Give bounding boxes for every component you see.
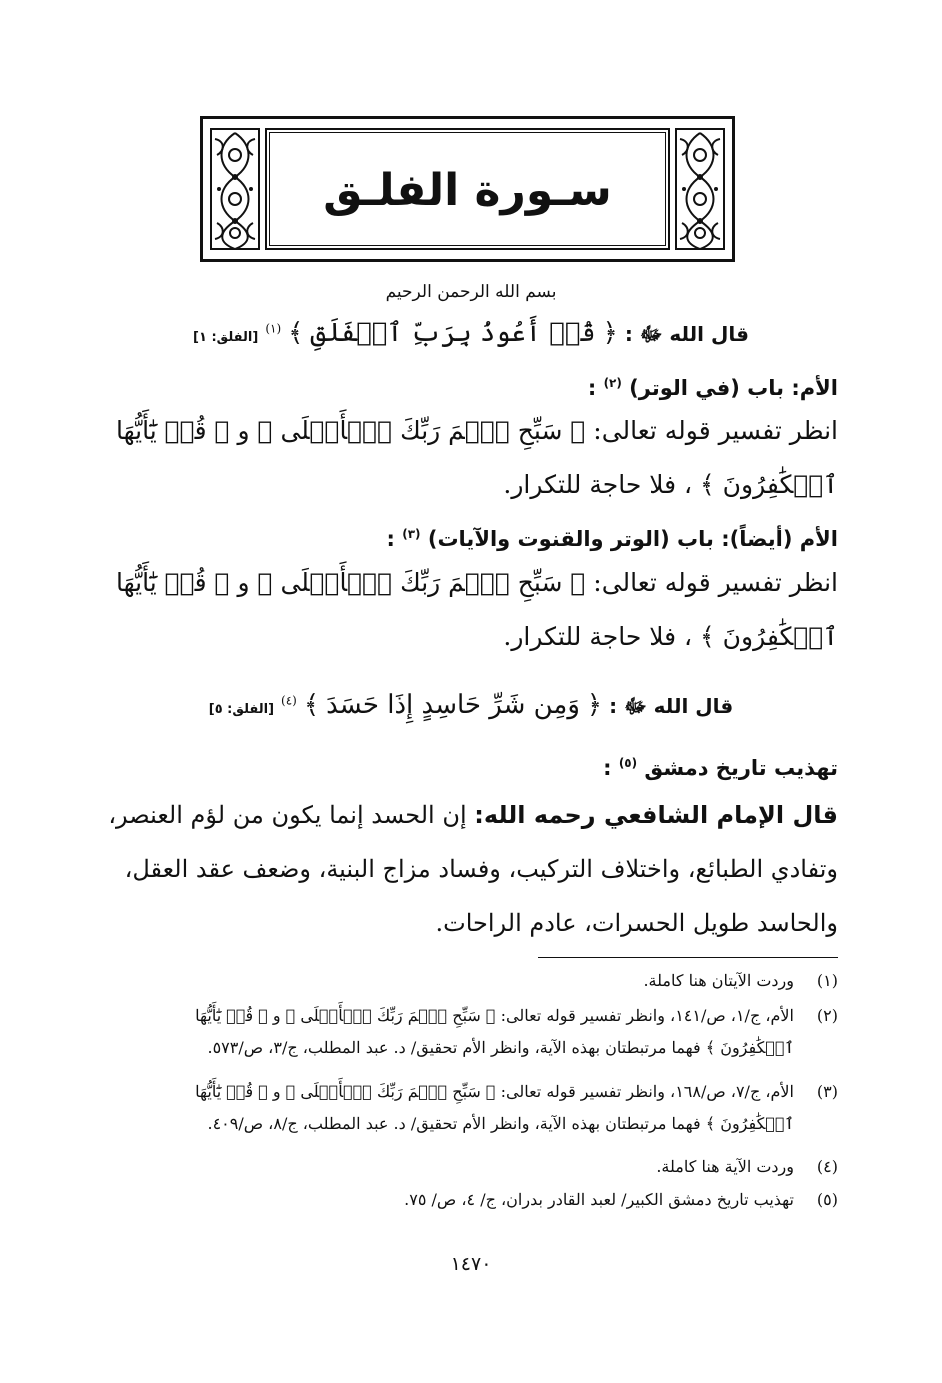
verse-2-intro: قال الله ﷻ :: [609, 694, 734, 718]
footnote-2-line-1: الأم، ج/١، ص/١٤١، وانظر تفسير قوله تعالى: ﴿ سَبِّحِ ٱسۡمَ رَبِّكَ ٱلۡأَعۡلَى ﴾ و ﴿ قُلۡ يَٰٓأَيُّهَا: [195, 1006, 794, 1025]
footnote-3-number: (٣): [816, 1082, 838, 1101]
footnote-4-number: (٤): [816, 1157, 838, 1176]
verse-2-text: وَمِن شَرِّ حَاسِدٍ إِذَا حَسَدَ: [326, 690, 580, 720]
footnote-5-text: تهذيب تاريخ دمشق الكبير/ لعبد القادر بدران، ج/ ٤، ص/ ٧٥.: [404, 1190, 794, 1209]
section-2-line-2: ٱلۡكَٰفِرُونَ ﴾ ، فلا حاجة للتكرار.: [503, 622, 838, 651]
section-3-footnote-marker: (٥): [618, 756, 638, 770]
surah-title: سـورة الفلـق: [323, 165, 612, 216]
footnote-separator: [538, 957, 838, 958]
footnote-3: [104, 1076, 838, 1140]
section-2-heading: الأم (أيضاً): باب (الوتر والقنوت والآيات): [427, 527, 838, 551]
verse-2-close-bracket: ﴾: [303, 690, 320, 720]
verse-2-line: [0, 690, 942, 723]
section-3-body: [104, 788, 838, 950]
verse-1-text: قُلۡ أَعُوذُ بِرَبِّ ٱلۡفَلَقِ: [310, 318, 596, 348]
section-1-heading: الأم: باب (في الوتر): [629, 376, 838, 400]
section-2-body: [104, 556, 838, 664]
footnote-4-text: وردت الآية هنا كاملة.: [656, 1157, 794, 1176]
section-2-colon: :: [386, 527, 395, 551]
verse-2-open-bracket: ﴿: [586, 690, 603, 720]
verse-1-footnote-marker: (١): [265, 321, 282, 336]
section-2-footnote-marker: (٣): [402, 527, 421, 541]
footnote-3-line-1: الأم، ج/٧، ص/١٦٨، وانظر تفسير قوله تعالى: ﴿ سَبِّحِ ٱسۡمَ رَبِّكَ ٱلۡأَعۡلَى ﴾ و ﴿ قُلۡ يَٰٓأَيُّهَا: [195, 1082, 794, 1101]
page-number: ١٤٧٠: [450, 1253, 492, 1275]
footnote-5-number: (٥): [816, 1190, 838, 1209]
footnote-5: [104, 1184, 838, 1216]
verse-1-intro: قال الله ﷻ :: [624, 322, 749, 346]
basmala: بسم الله الرحمن الرحيم: [385, 282, 557, 302]
footnote-1-text: وردت الآيتان هنا كاملة.: [643, 971, 794, 990]
section-2-line-1: انظر تفسير قوله تعالى: ﴿ سَبِّحِ ٱسۡمَ رَبِّكَ ٱلۡأَعۡلَى ﴾ و ﴿ قُلۡ يَٰٓأَيُّهَا: [116, 568, 838, 597]
footnote-3-line-2: ٱلۡكَٰفِرُونَ ﴾ فهما مرتبطتان بهذه الآية، وانظر الأم تحقيق/ د. عبد المطلب، ج/٨، ص/٤٠٩.: [207, 1114, 794, 1133]
footnote-2-number: (٢): [816, 1006, 838, 1025]
footnote-1-number: (١): [816, 971, 838, 990]
verse-1-reference: [الفلق: ١]: [193, 330, 259, 345]
section-1-colon: :: [587, 376, 597, 400]
verse-1-line: [0, 318, 942, 351]
section-3-line-2: وتفادي الطبائع، واختلاف التركيب، وفساد مزاج البنية، وضعف عقد العقل،: [124, 855, 838, 883]
footnote-1: [104, 965, 838, 997]
section-3-heading-line: [603, 756, 838, 780]
section-1-line-2: ٱلۡكَٰفِرُونَ ﴾ ، فلا حاجة للتكرار.: [503, 470, 838, 499]
footnote-4: [104, 1151, 838, 1183]
section-1-heading-line: [588, 376, 838, 400]
section-1-footnote-marker: (٢): [603, 376, 622, 390]
verse-1-close-bracket: ﴾: [288, 318, 304, 348]
section-3-line-1-text: إن الحسد إنما يكون من لؤم العنصر،: [108, 801, 467, 829]
verse-2-reference: [الفلق: ٥]: [208, 702, 275, 717]
section-2-heading-line: [387, 527, 838, 551]
section-3-colon: :: [603, 756, 612, 780]
section-3-line-3: والحاسد طويل الحسرات، عادم الراحات.: [435, 909, 838, 937]
section-1-body: [104, 404, 838, 512]
footnote-2: [104, 1000, 838, 1064]
verse-2-footnote-marker: (٤): [281, 693, 297, 708]
section-3-line-1: [104, 788, 838, 842]
section-1-line-1: انظر تفسير قوله تعالى: ﴿ سَبِّحِ ٱسۡمَ رَبِّكَ ٱلۡأَعۡلَى ﴾ و ﴿ قُلۡ يَٰٓأَيُّهَا: [116, 416, 838, 445]
section-3-speaker: قال الإمام الشافعي رحمه الله:: [474, 801, 838, 829]
footnote-2-line-2: ٱلۡكَٰفِرُونَ ﴾ فهما مرتبطتان بهذه الآية، وانظر الأم تحقيق/ د. عبد المطلب، ج/٣، ص/٥٧٣.: [207, 1038, 794, 1057]
verse-1-open-bracket: ﴿: [602, 318, 618, 348]
surah-title-frame: [200, 116, 735, 262]
ornament-right-icon: [672, 125, 728, 253]
ornament-left-icon: [207, 125, 263, 253]
section-3-heading: تهذيب تاريخ دمشق: [644, 756, 838, 780]
